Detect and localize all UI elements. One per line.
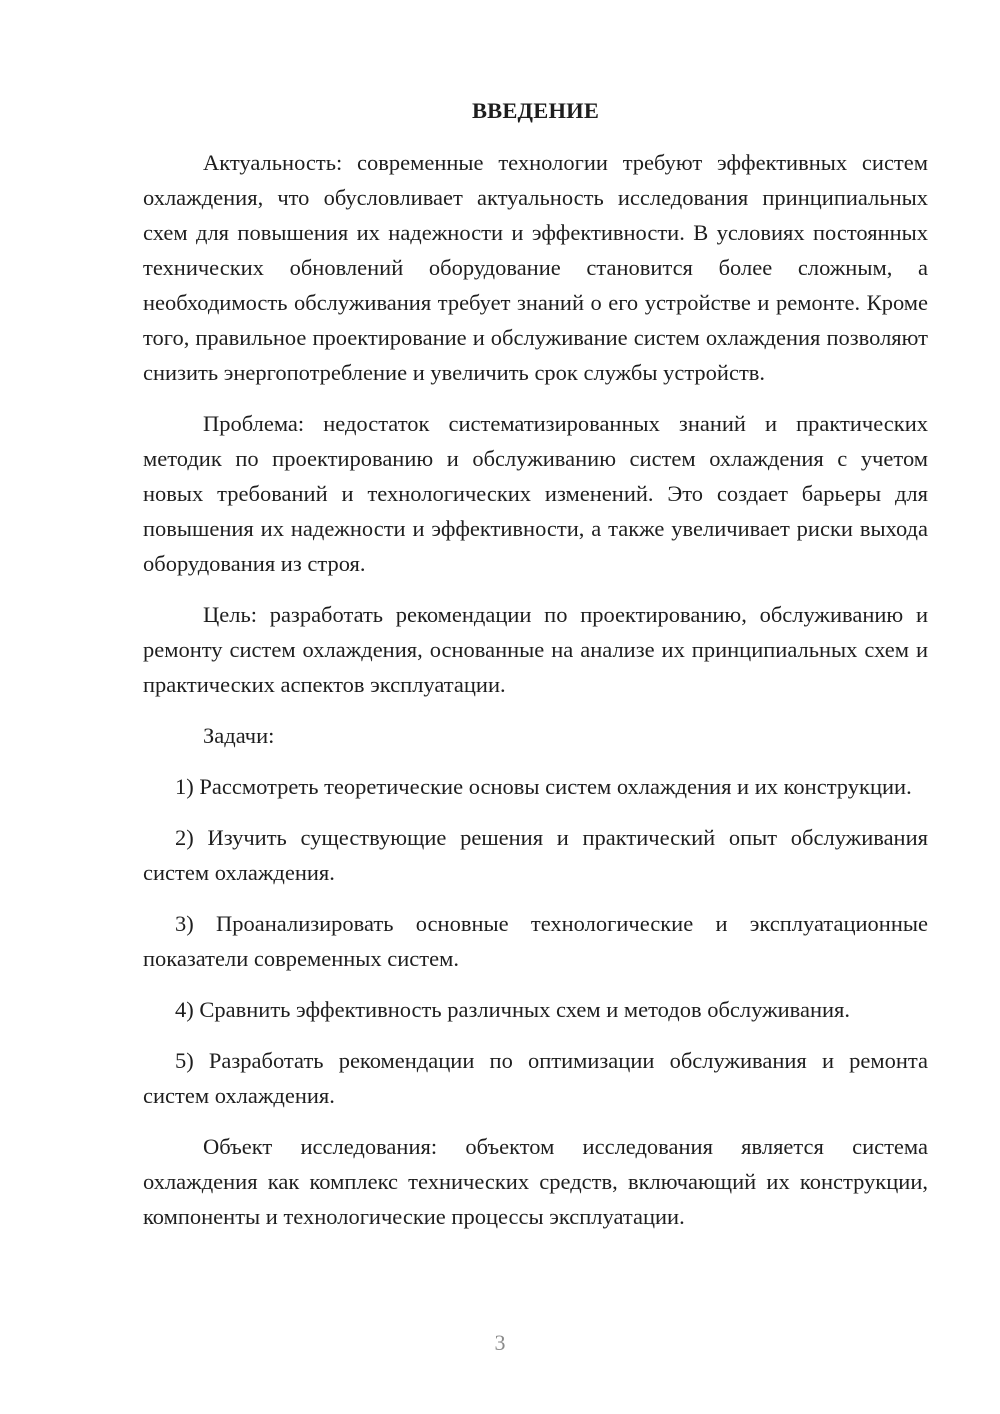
- paragraph-object: Объект исследования: объектом исследования является система охлаждения как комплекс технических средств, включающий их конструкции, компоненты и технологические процессы эксплуатации.: [143, 1134, 928, 1229]
- page-content: [143, 93, 928, 1250]
- task-item-5: 5) Разработать рекомендации по оптимизации обслуживания и ремонта систем охлаждения.: [143, 1048, 928, 1108]
- task-item-1: 1) Рассмотреть теоретические основы систем охлаждения и их конструкции.: [175, 774, 912, 799]
- paragraph-goal: Цель: разработать рекомендации по проектированию, обслуживанию и ремонту систем охлаждения, основанные на анализе их принципиальных схем и практических аспектов эксплуатации.: [143, 602, 928, 697]
- page-number: 3: [494, 1330, 506, 1355]
- task-item-3: 3) Проанализировать основные технологические и эксплуатационные показатели современных систем.: [143, 911, 928, 971]
- task-item-4: 4) Сравнить эффективность различных схем и методов обслуживания.: [175, 997, 851, 1022]
- task-item-2: 2) Изучить существующие решения и практический опыт обслуживания систем охлаждения.: [143, 825, 928, 885]
- tasks-heading: Задачи:: [203, 723, 275, 748]
- section-title: ВВЕДЕНИЕ: [471, 98, 600, 123]
- paragraph-relevance: Актуальность: современные технологии требуют эффективных систем охлаждения, что обусловливает актуальность исследования принципиальных схем для повышения их надежности и эффективности. В условиях постоянных технических обновлений оборудование становится более сложным, а необходимость обслуживания требует знаний о его устройстве и ремонте. Кроме того, правильное проектирование и обслуживание систем охлаждения позволяют снизить энергопотребление и увеличить срок службы устройств.: [143, 150, 928, 385]
- paragraph-problem: Проблема: недостаток систематизированных знаний и практических методик по проектированию и обслуживанию систем охлаждения с учетом новых требований и технологических изменений. Это создает барьеры для повышения их надежности и эффективности, а также увеличивает риски выхода оборудования из строя.: [143, 411, 928, 576]
